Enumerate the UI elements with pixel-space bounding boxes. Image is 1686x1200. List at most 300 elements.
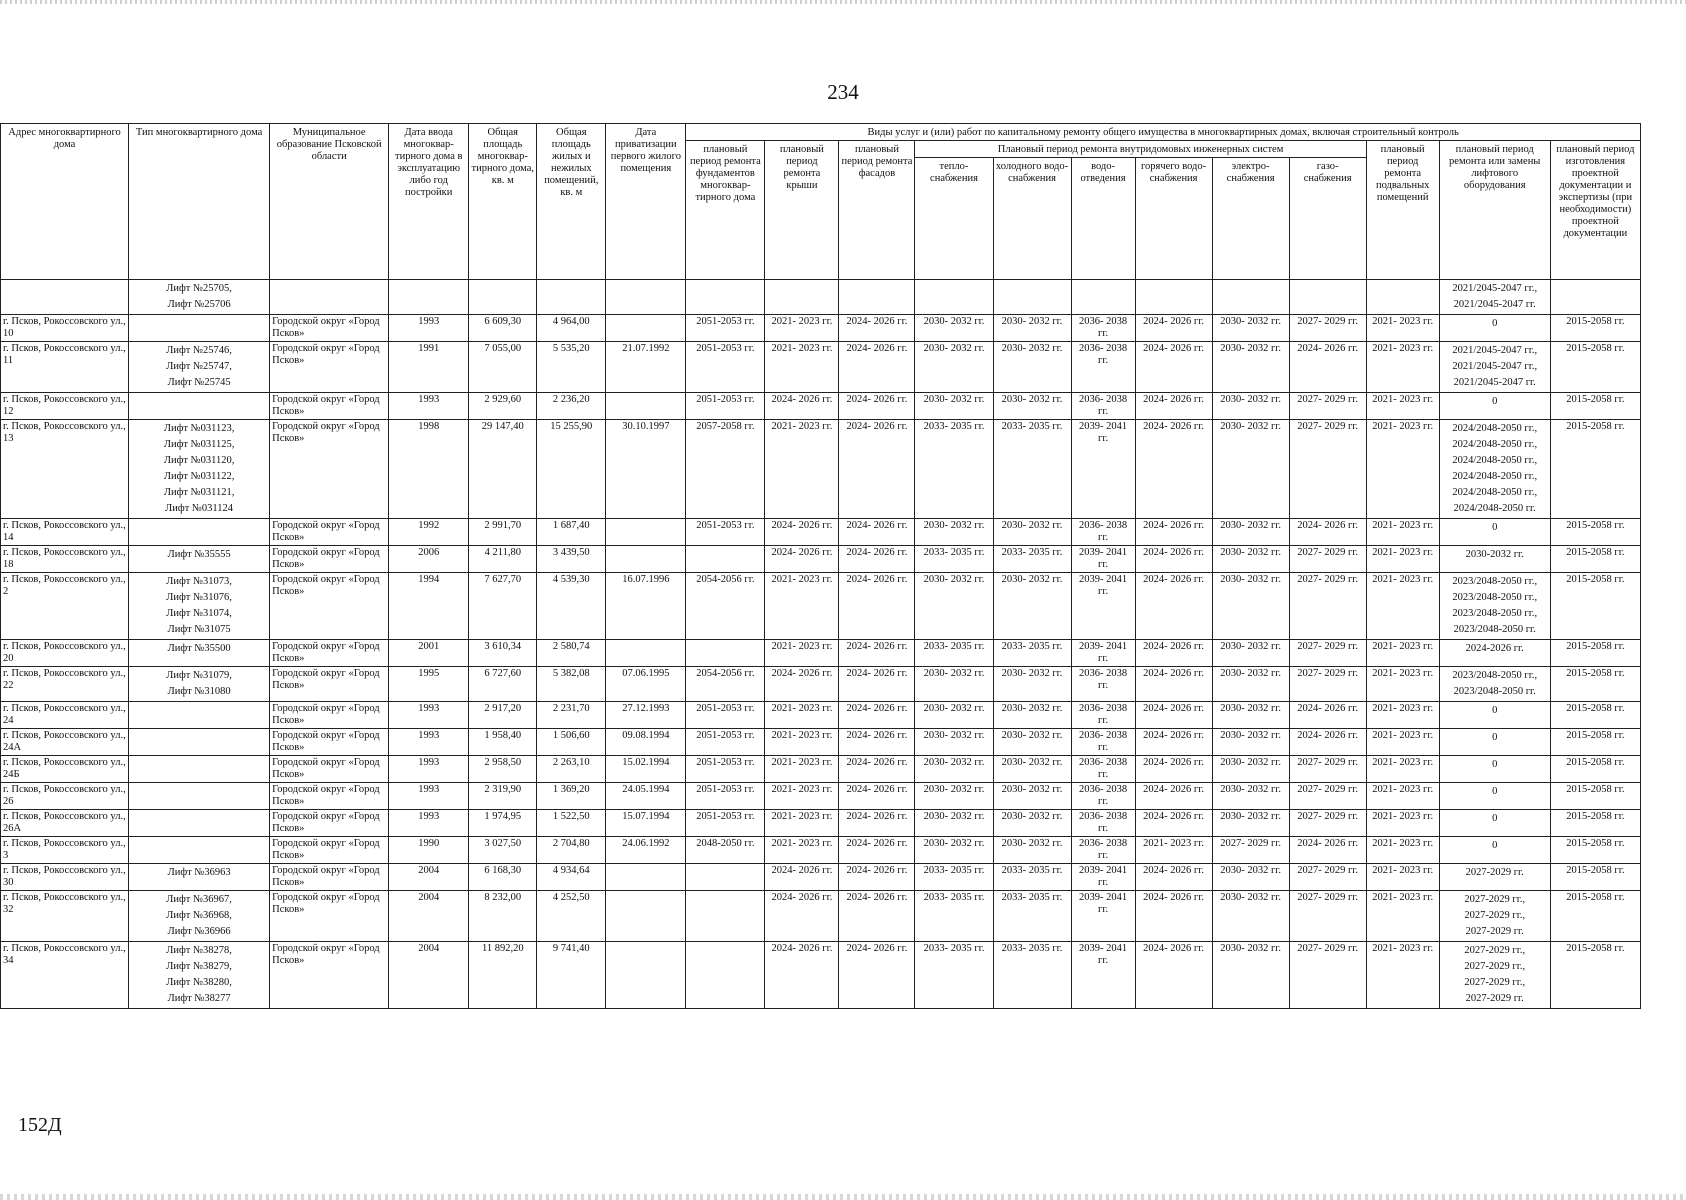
municipality-cell: Городской округ «Город Псков» xyxy=(270,667,389,702)
design-docs-cell: 2015-2058 гг. xyxy=(1550,702,1640,729)
header-works-group: Виды услуг и (или) работ по капитальному ремонту общего имущества в многоквартирных домах, включая строительный контроль xyxy=(686,124,1641,141)
municipality-cell: Городской округ «Город Псков» xyxy=(270,315,389,342)
cold-water-cell: 2033- 2035 гг. xyxy=(993,420,1071,519)
privatization-cell xyxy=(606,393,686,420)
heat-cell: 2030- 2032 гг. xyxy=(915,393,993,420)
list-line: 2024/2048-2050 гг. xyxy=(1453,503,1536,514)
cold-water-cell: 2030- 2032 гг. xyxy=(993,342,1071,393)
lift-list-cell xyxy=(129,640,270,667)
list-line: 2021/2045-2047 гг. xyxy=(1453,377,1536,388)
gas-cell: 2027- 2029 гг. xyxy=(1289,393,1366,420)
year-cell: 2001 xyxy=(389,640,469,667)
municipality-cell: Городской округ «Город Псков» xyxy=(270,756,389,783)
sewer-cell: 2039- 2041 гг. xyxy=(1071,573,1135,640)
privatization-cell: 21.07.1992 xyxy=(606,342,686,393)
gas-cell: 2027- 2029 гг. xyxy=(1289,420,1366,519)
table-row xyxy=(1,640,1641,667)
municipality-cell: Городской округ «Город Псков» xyxy=(270,420,389,519)
list-line: Лифт №31076, xyxy=(166,592,232,603)
facade-cell: 2024- 2026 гг. xyxy=(839,640,915,667)
foundation-cell: 2051-2053 гг. xyxy=(686,810,765,837)
list-line: Лифт №36967, xyxy=(166,894,232,905)
total-area-cell: 2 917,20 xyxy=(469,702,537,729)
scan-bottom-edge xyxy=(0,1194,1686,1200)
year-cell: 1990 xyxy=(389,837,469,864)
facade-cell: 2024- 2026 гг. xyxy=(839,546,915,573)
list-line: Лифт №31075 xyxy=(167,624,231,635)
foundation-cell: 2051-2053 гг. xyxy=(686,756,765,783)
lift-list-cell xyxy=(129,702,270,729)
address-cell: г. Псков, Рокоссовского ул., 24Б xyxy=(1,756,129,783)
table-row xyxy=(1,837,1641,864)
list-line: Лифт №25705, xyxy=(166,283,232,294)
roof-cell: 2021- 2023 гг. xyxy=(765,756,839,783)
sewer-cell: 2036- 2038 гг. xyxy=(1071,702,1135,729)
address-cell: г. Псков, Рокоссовского ул., 26А xyxy=(1,810,129,837)
design-docs-cell: 2015-2058 гг. xyxy=(1550,864,1640,891)
list-line: Лифт №35555 xyxy=(167,549,231,560)
sewer-cell: 2039- 2041 гг. xyxy=(1071,640,1135,667)
privatization-cell: 24.05.1994 xyxy=(606,783,686,810)
cold-water-cell: 2030- 2032 гг. xyxy=(993,810,1071,837)
gas-cell: 2027- 2029 гг. xyxy=(1289,783,1366,810)
list-line: 2027-2029 гг., xyxy=(1464,894,1526,905)
header-lift-repair: плановый период ремонта или замены лифтового оборудования xyxy=(1439,141,1550,280)
header-basement: плановый период ремонта подвальных помещений xyxy=(1366,141,1439,280)
table-row xyxy=(1,864,1641,891)
living-area-cell: 2 704,80 xyxy=(537,837,606,864)
sewer-cell: 2036- 2038 гг. xyxy=(1071,342,1135,393)
electric-cell: 2030- 2032 гг. xyxy=(1212,783,1289,810)
facade-cell: 2024- 2026 гг. xyxy=(839,702,915,729)
cold-water-cell: 2033- 2035 гг. xyxy=(993,640,1071,667)
electric-cell: 2030- 2032 гг. xyxy=(1212,420,1289,519)
lift-list-cell xyxy=(129,393,270,420)
heat-cell: 2030- 2032 гг. xyxy=(915,783,993,810)
header-cold-water: холодного водо- снабжения xyxy=(993,158,1071,280)
basement-cell: 2021- 2023 гг. xyxy=(1366,783,1439,810)
total-area-cell: 1 974,95 xyxy=(469,810,537,837)
list-line: 2023/2048-2050 гг. xyxy=(1453,624,1536,635)
cold-water-cell: 2033- 2035 гг. xyxy=(993,891,1071,942)
list-line: Лифт №36963 xyxy=(167,867,231,878)
heat-cell: 2030- 2032 гг. xyxy=(915,756,993,783)
list-line: 0 xyxy=(1492,732,1498,743)
living-area-cell xyxy=(537,280,606,315)
list-line: Лифт №031122, xyxy=(163,471,235,482)
foundation-cell xyxy=(686,891,765,942)
list-line: 0 xyxy=(1492,840,1498,851)
municipality-cell: Городской округ «Город Псков» xyxy=(270,783,389,810)
privatization-cell: 07.06.1995 xyxy=(606,667,686,702)
total-area-cell: 2 958,50 xyxy=(469,756,537,783)
table-row xyxy=(1,315,1641,342)
list-line: 2023/2048-2050 гг. xyxy=(1453,686,1536,697)
list-line: 2027-2029 гг., xyxy=(1464,977,1526,988)
year-cell: 1995 xyxy=(389,667,469,702)
design-docs-cell: 2015-2058 гг. xyxy=(1550,667,1640,702)
electric-cell: 2030- 2032 гг. xyxy=(1212,640,1289,667)
living-area-cell: 1 506,60 xyxy=(537,729,606,756)
table-row xyxy=(1,783,1641,810)
table-row xyxy=(1,573,1641,640)
foundation-cell xyxy=(686,546,765,573)
gas-cell: 2024- 2026 гг. xyxy=(1289,702,1366,729)
living-area-cell: 15 255,90 xyxy=(537,420,606,519)
roof-cell: 2021- 2023 гг. xyxy=(765,342,839,393)
year-cell: 1993 xyxy=(389,702,469,729)
list-line: 2024-2026 гг. xyxy=(1465,643,1524,654)
sewer-cell: 2036- 2038 гг. xyxy=(1071,315,1135,342)
lift-list-cell xyxy=(129,280,270,315)
hot-water-cell: 2024- 2026 гг. xyxy=(1135,810,1212,837)
foundation-cell: 2051-2053 гг. xyxy=(686,342,765,393)
privatization-cell xyxy=(606,942,686,1009)
heat-cell: 2030- 2032 гг. xyxy=(915,519,993,546)
total-area-cell: 6 609,30 xyxy=(469,315,537,342)
table-body xyxy=(1,280,1641,1009)
capital-repair-table xyxy=(0,123,1641,1009)
facade-cell: 2024- 2026 гг. xyxy=(839,864,915,891)
gas-cell: 2024- 2026 гг. xyxy=(1289,729,1366,756)
table-row xyxy=(1,729,1641,756)
cold-water-cell: 2033- 2035 гг. xyxy=(993,942,1071,1009)
cold-water-cell: 2030- 2032 гг. xyxy=(993,756,1071,783)
address-cell: г. Псков, Рокоссовского ул., 32 xyxy=(1,891,129,942)
hot-water-cell: 2024- 2026 гг. xyxy=(1135,315,1212,342)
lift-repair-cell xyxy=(1439,864,1550,891)
cold-water-cell: 2030- 2032 гг. xyxy=(993,702,1071,729)
gas-cell xyxy=(1289,280,1366,315)
table-row xyxy=(1,519,1641,546)
year-cell: 1993 xyxy=(389,756,469,783)
document-code: 152Д xyxy=(18,1114,62,1136)
address-cell: г. Псков, Рокоссовского ул., 18 xyxy=(1,546,129,573)
heat-cell: 2030- 2032 гг. xyxy=(915,342,993,393)
list-line: 2024/2048-2050 гг., xyxy=(1452,439,1538,450)
year-cell: 1993 xyxy=(389,315,469,342)
lift-repair-cell xyxy=(1439,729,1550,756)
header-house-type: Тип многоквартирного дома xyxy=(129,124,270,280)
living-area-cell: 4 539,30 xyxy=(537,573,606,640)
gas-cell: 2024- 2026 гг. xyxy=(1289,519,1366,546)
lift-repair-cell xyxy=(1439,810,1550,837)
address-cell: г. Псков, Рокоссовского ул., 13 xyxy=(1,420,129,519)
privatization-cell: 24.06.1992 xyxy=(606,837,686,864)
roof-cell: 2024- 2026 гг. xyxy=(765,942,839,1009)
sewer-cell: 2039- 2041 гг. xyxy=(1071,546,1135,573)
cold-water-cell: 2030- 2032 гг. xyxy=(993,393,1071,420)
list-line: Лифт №031120, xyxy=(163,455,235,466)
living-area-cell: 2 231,70 xyxy=(537,702,606,729)
electric-cell: 2030- 2032 гг. xyxy=(1212,942,1289,1009)
hot-water-cell: 2024- 2026 гг. xyxy=(1135,702,1212,729)
table-row xyxy=(1,546,1641,573)
municipality-cell: Городской округ «Город Псков» xyxy=(270,864,389,891)
electric-cell: 2030- 2032 гг. xyxy=(1212,891,1289,942)
roof-cell: 2024- 2026 гг. xyxy=(765,546,839,573)
hot-water-cell: 2024- 2026 гг. xyxy=(1135,891,1212,942)
list-line: 2030-2032 гг. xyxy=(1465,549,1524,560)
heat-cell: 2030- 2032 гг. xyxy=(915,573,993,640)
year-cell: 1993 xyxy=(389,729,469,756)
electric-cell: 2030- 2032 гг. xyxy=(1212,810,1289,837)
year-cell: 2004 xyxy=(389,942,469,1009)
list-line: 0 xyxy=(1492,813,1498,824)
basement-cell: 2021- 2023 гг. xyxy=(1366,640,1439,667)
list-line: 2027-2029 гг. xyxy=(1465,926,1524,937)
privatization-cell xyxy=(606,280,686,315)
design-docs-cell: 2015-2058 гг. xyxy=(1550,942,1640,1009)
gas-cell: 2024- 2026 гг. xyxy=(1289,837,1366,864)
privatization-cell xyxy=(606,546,686,573)
design-docs-cell: 2015-2058 гг. xyxy=(1550,315,1640,342)
foundation-cell: 2051-2053 гг. xyxy=(686,519,765,546)
hot-water-cell: 2024- 2026 гг. xyxy=(1135,667,1212,702)
roof-cell: 2021- 2023 гг. xyxy=(765,729,839,756)
municipality-cell: Городской округ «Город Псков» xyxy=(270,702,389,729)
table-row xyxy=(1,342,1641,393)
municipality-cell: Городской округ «Город Псков» xyxy=(270,729,389,756)
cold-water-cell: 2030- 2032 гг. xyxy=(993,667,1071,702)
table-row xyxy=(1,891,1641,942)
total-area-cell xyxy=(469,280,537,315)
header-gas: газо- снабжения xyxy=(1289,158,1366,280)
list-line: Лифт №38278, xyxy=(166,945,232,956)
list-line: Лифт №36968, xyxy=(166,910,232,921)
hot-water-cell xyxy=(1135,280,1212,315)
lift-repair-cell xyxy=(1439,783,1550,810)
electric-cell: 2030- 2032 гг. xyxy=(1212,667,1289,702)
scan-top-edge xyxy=(0,0,1686,4)
basement-cell: 2021- 2023 гг. xyxy=(1366,420,1439,519)
facade-cell: 2024- 2026 гг. xyxy=(839,667,915,702)
municipality-cell: Городской округ «Город Псков» xyxy=(270,640,389,667)
list-line: Лифт №31073, xyxy=(166,576,232,587)
total-area-cell: 3 027,50 xyxy=(469,837,537,864)
list-line: 2024/2048-2050 гг., xyxy=(1452,455,1538,466)
cold-water-cell: 2030- 2032 гг. xyxy=(993,573,1071,640)
design-docs-cell: 2015-2058 гг. xyxy=(1550,729,1640,756)
hot-water-cell: 2024- 2026 гг. xyxy=(1135,573,1212,640)
address-cell: г. Псков, Рокоссовского ул., 24А xyxy=(1,729,129,756)
total-area-cell: 7 055,00 xyxy=(469,342,537,393)
list-line: 2024/2048-2050 гг., xyxy=(1452,487,1538,498)
list-line: 2023/2048-2050 гг., xyxy=(1452,670,1538,681)
cold-water-cell: 2033- 2035 гг. xyxy=(993,546,1071,573)
sewer-cell: 2036- 2038 гг. xyxy=(1071,729,1135,756)
facade-cell: 2024- 2026 гг. xyxy=(839,942,915,1009)
address-cell: г. Псков, Рокоссовского ул., 3 xyxy=(1,837,129,864)
basement-cell: 2021- 2023 гг. xyxy=(1366,702,1439,729)
electric-cell: 2030- 2032 гг. xyxy=(1212,393,1289,420)
facade-cell: 2024- 2026 гг. xyxy=(839,891,915,942)
list-line: Лифт №38279, xyxy=(166,961,232,972)
lift-repair-cell xyxy=(1439,315,1550,342)
design-docs-cell: 2015-2058 гг. xyxy=(1550,393,1640,420)
list-line: Лифт №31080 xyxy=(167,686,231,697)
roof-cell xyxy=(765,280,839,315)
basement-cell: 2021- 2023 гг. xyxy=(1366,729,1439,756)
electric-cell: 2030- 2032 гг. xyxy=(1212,546,1289,573)
roof-cell: 2024- 2026 гг. xyxy=(765,864,839,891)
basement-cell: 2021- 2023 гг. xyxy=(1366,864,1439,891)
municipality-cell: Городской округ «Город Псков» xyxy=(270,342,389,393)
foundation-cell: 2054-2056 гг. xyxy=(686,667,765,702)
facade-cell: 2024- 2026 гг. xyxy=(839,519,915,546)
year-cell: 2004 xyxy=(389,891,469,942)
list-line: 2027-2029 гг., xyxy=(1464,961,1526,972)
foundation-cell: 2048-2050 гг. xyxy=(686,837,765,864)
lift-repair-cell xyxy=(1439,546,1550,573)
lift-repair-cell xyxy=(1439,942,1550,1009)
foundation-cell: 2051-2053 гг. xyxy=(686,702,765,729)
table-row xyxy=(1,393,1641,420)
list-line: Лифт №031125, xyxy=(163,439,235,450)
header-address: Адрес многоквартирного дома xyxy=(1,124,129,280)
privatization-cell xyxy=(606,891,686,942)
total-area-cell: 7 627,70 xyxy=(469,573,537,640)
cold-water-cell: 2030- 2032 гг. xyxy=(993,783,1071,810)
cold-water-cell: 2030- 2032 гг. xyxy=(993,315,1071,342)
electric-cell: 2030- 2032 гг. xyxy=(1212,315,1289,342)
lift-list-cell xyxy=(129,342,270,393)
cold-water-cell: 2030- 2032 гг. xyxy=(993,837,1071,864)
list-line: 2027-2029 гг. xyxy=(1465,867,1524,878)
lift-repair-cell xyxy=(1439,280,1550,315)
address-cell: г. Псков, Рокоссовского ул., 20 xyxy=(1,640,129,667)
municipality-cell: Городской округ «Город Псков» xyxy=(270,393,389,420)
heat-cell: 2033- 2035 гг. xyxy=(915,640,993,667)
foundation-cell xyxy=(686,864,765,891)
lift-list-cell xyxy=(129,891,270,942)
basement-cell: 2021- 2023 гг. xyxy=(1366,573,1439,640)
foundation-cell: 2051-2053 гг. xyxy=(686,315,765,342)
living-area-cell: 1 369,20 xyxy=(537,783,606,810)
municipality-cell: Городской округ «Город Псков» xyxy=(270,519,389,546)
total-area-cell: 6 168,30 xyxy=(469,864,537,891)
gas-cell: 2027- 2029 гг. xyxy=(1289,756,1366,783)
table-row xyxy=(1,280,1641,315)
table-row xyxy=(1,667,1641,702)
living-area-cell: 1 687,40 xyxy=(537,519,606,546)
list-line: Лифт №31079, xyxy=(166,670,232,681)
address-cell: г. Псков, Рокоссовского ул., 10 xyxy=(1,315,129,342)
sewer-cell: 2039- 2041 гг. xyxy=(1071,420,1135,519)
facade-cell xyxy=(839,280,915,315)
basement-cell xyxy=(1366,280,1439,315)
municipality-cell: Городской округ «Город Псков» xyxy=(270,942,389,1009)
electric-cell: 2030- 2032 гг. xyxy=(1212,519,1289,546)
heat-cell: 2030- 2032 гг. xyxy=(915,702,993,729)
year-cell: 1993 xyxy=(389,810,469,837)
design-docs-cell: 2015-2058 гг. xyxy=(1550,519,1640,546)
header-commission-date: Дата ввода многоквар- тирного дома в эксплуатацию либо год постройки xyxy=(389,124,469,280)
sewer-cell: 2039- 2041 гг. xyxy=(1071,942,1135,1009)
heat-cell: 2030- 2032 гг. xyxy=(915,810,993,837)
list-line: Лифт №25706 xyxy=(167,299,231,310)
basement-cell: 2021- 2023 гг. xyxy=(1366,546,1439,573)
lift-repair-cell xyxy=(1439,667,1550,702)
lift-repair-cell xyxy=(1439,837,1550,864)
heat-cell: 2030- 2032 гг. xyxy=(915,729,993,756)
facade-cell: 2024- 2026 гг. xyxy=(839,810,915,837)
basement-cell: 2021- 2023 гг. xyxy=(1366,942,1439,1009)
heat-cell: 2033- 2035 гг. xyxy=(915,864,993,891)
design-docs-cell: 2015-2058 гг. xyxy=(1550,420,1640,519)
electric-cell: 2027- 2029 гг. xyxy=(1212,837,1289,864)
sewer-cell: 2036- 2038 гг. xyxy=(1071,519,1135,546)
table-row xyxy=(1,810,1641,837)
lift-list-cell xyxy=(129,546,270,573)
hot-water-cell: 2024- 2026 гг. xyxy=(1135,783,1212,810)
roof-cell: 2024- 2026 гг. xyxy=(765,393,839,420)
hot-water-cell: 2024- 2026 гг. xyxy=(1135,729,1212,756)
heat-cell xyxy=(915,280,993,315)
facade-cell: 2024- 2026 гг. xyxy=(839,420,915,519)
year-cell: 1992 xyxy=(389,519,469,546)
lift-list-cell xyxy=(129,573,270,640)
lift-list-cell xyxy=(129,729,270,756)
roof-cell: 2024- 2026 гг. xyxy=(765,667,839,702)
roof-cell: 2021- 2023 гг. xyxy=(765,315,839,342)
heat-cell: 2030- 2032 гг. xyxy=(915,315,993,342)
facade-cell: 2024- 2026 гг. xyxy=(839,729,915,756)
electric-cell: 2030- 2032 гг. xyxy=(1212,573,1289,640)
design-docs-cell: 2015-2058 гг. xyxy=(1550,810,1640,837)
basement-cell: 2021- 2023 гг. xyxy=(1366,315,1439,342)
header-foundation: плановый период ремонта фундаментов многоквар- тирного дома xyxy=(686,141,765,280)
design-docs-cell: 2015-2058 гг. xyxy=(1550,837,1640,864)
list-line: Лифт №031124 xyxy=(165,503,234,514)
foundation-cell: 2051-2053 гг. xyxy=(686,783,765,810)
municipality-cell: Городской округ «Город Псков» xyxy=(270,546,389,573)
foundation-cell: 2057-2058 гг. xyxy=(686,420,765,519)
facade-cell: 2024- 2026 гг. xyxy=(839,783,915,810)
list-line: Лифт №25745 xyxy=(167,377,231,388)
list-line: 2023/2048-2050 гг., xyxy=(1452,576,1538,587)
privatization-cell xyxy=(606,315,686,342)
privatization-cell: 30.10.1997 xyxy=(606,420,686,519)
lift-list-cell xyxy=(129,315,270,342)
list-line: 0 xyxy=(1492,705,1498,716)
cold-water-cell: 2030- 2032 гг. xyxy=(993,519,1071,546)
design-docs-cell: 2015-2058 гг. xyxy=(1550,573,1640,640)
list-line: 2023/2048-2050 гг., xyxy=(1452,592,1538,603)
hot-water-cell: 2021- 2023 гг. xyxy=(1135,837,1212,864)
facade-cell: 2024- 2026 гг. xyxy=(839,393,915,420)
address-cell xyxy=(1,280,129,315)
basement-cell: 2021- 2023 гг. xyxy=(1366,393,1439,420)
foundation-cell: 2051-2053 гг. xyxy=(686,729,765,756)
privatization-cell: 16.07.1996 xyxy=(606,573,686,640)
gas-cell: 2027- 2029 гг. xyxy=(1289,891,1366,942)
list-line: Лифт №25746, xyxy=(166,345,232,356)
living-area-cell: 4 252,50 xyxy=(537,891,606,942)
gas-cell: 2027- 2029 гг. xyxy=(1289,864,1366,891)
municipality-cell: Городской округ «Город Псков» xyxy=(270,573,389,640)
basement-cell: 2021- 2023 гг. xyxy=(1366,667,1439,702)
address-cell: г. Псков, Рокоссовского ул., 24 xyxy=(1,702,129,729)
foundation-cell xyxy=(686,640,765,667)
sewer-cell xyxy=(1071,280,1135,315)
address-cell: г. Псков, Рокоссовского ул., 12 xyxy=(1,393,129,420)
living-area-cell: 4 964,00 xyxy=(537,315,606,342)
gas-cell: 2027- 2029 гг. xyxy=(1289,546,1366,573)
facade-cell: 2024- 2026 гг. xyxy=(839,573,915,640)
hot-water-cell: 2024- 2026 гг. xyxy=(1135,942,1212,1009)
list-line: 2027-2029 гг., xyxy=(1464,945,1526,956)
